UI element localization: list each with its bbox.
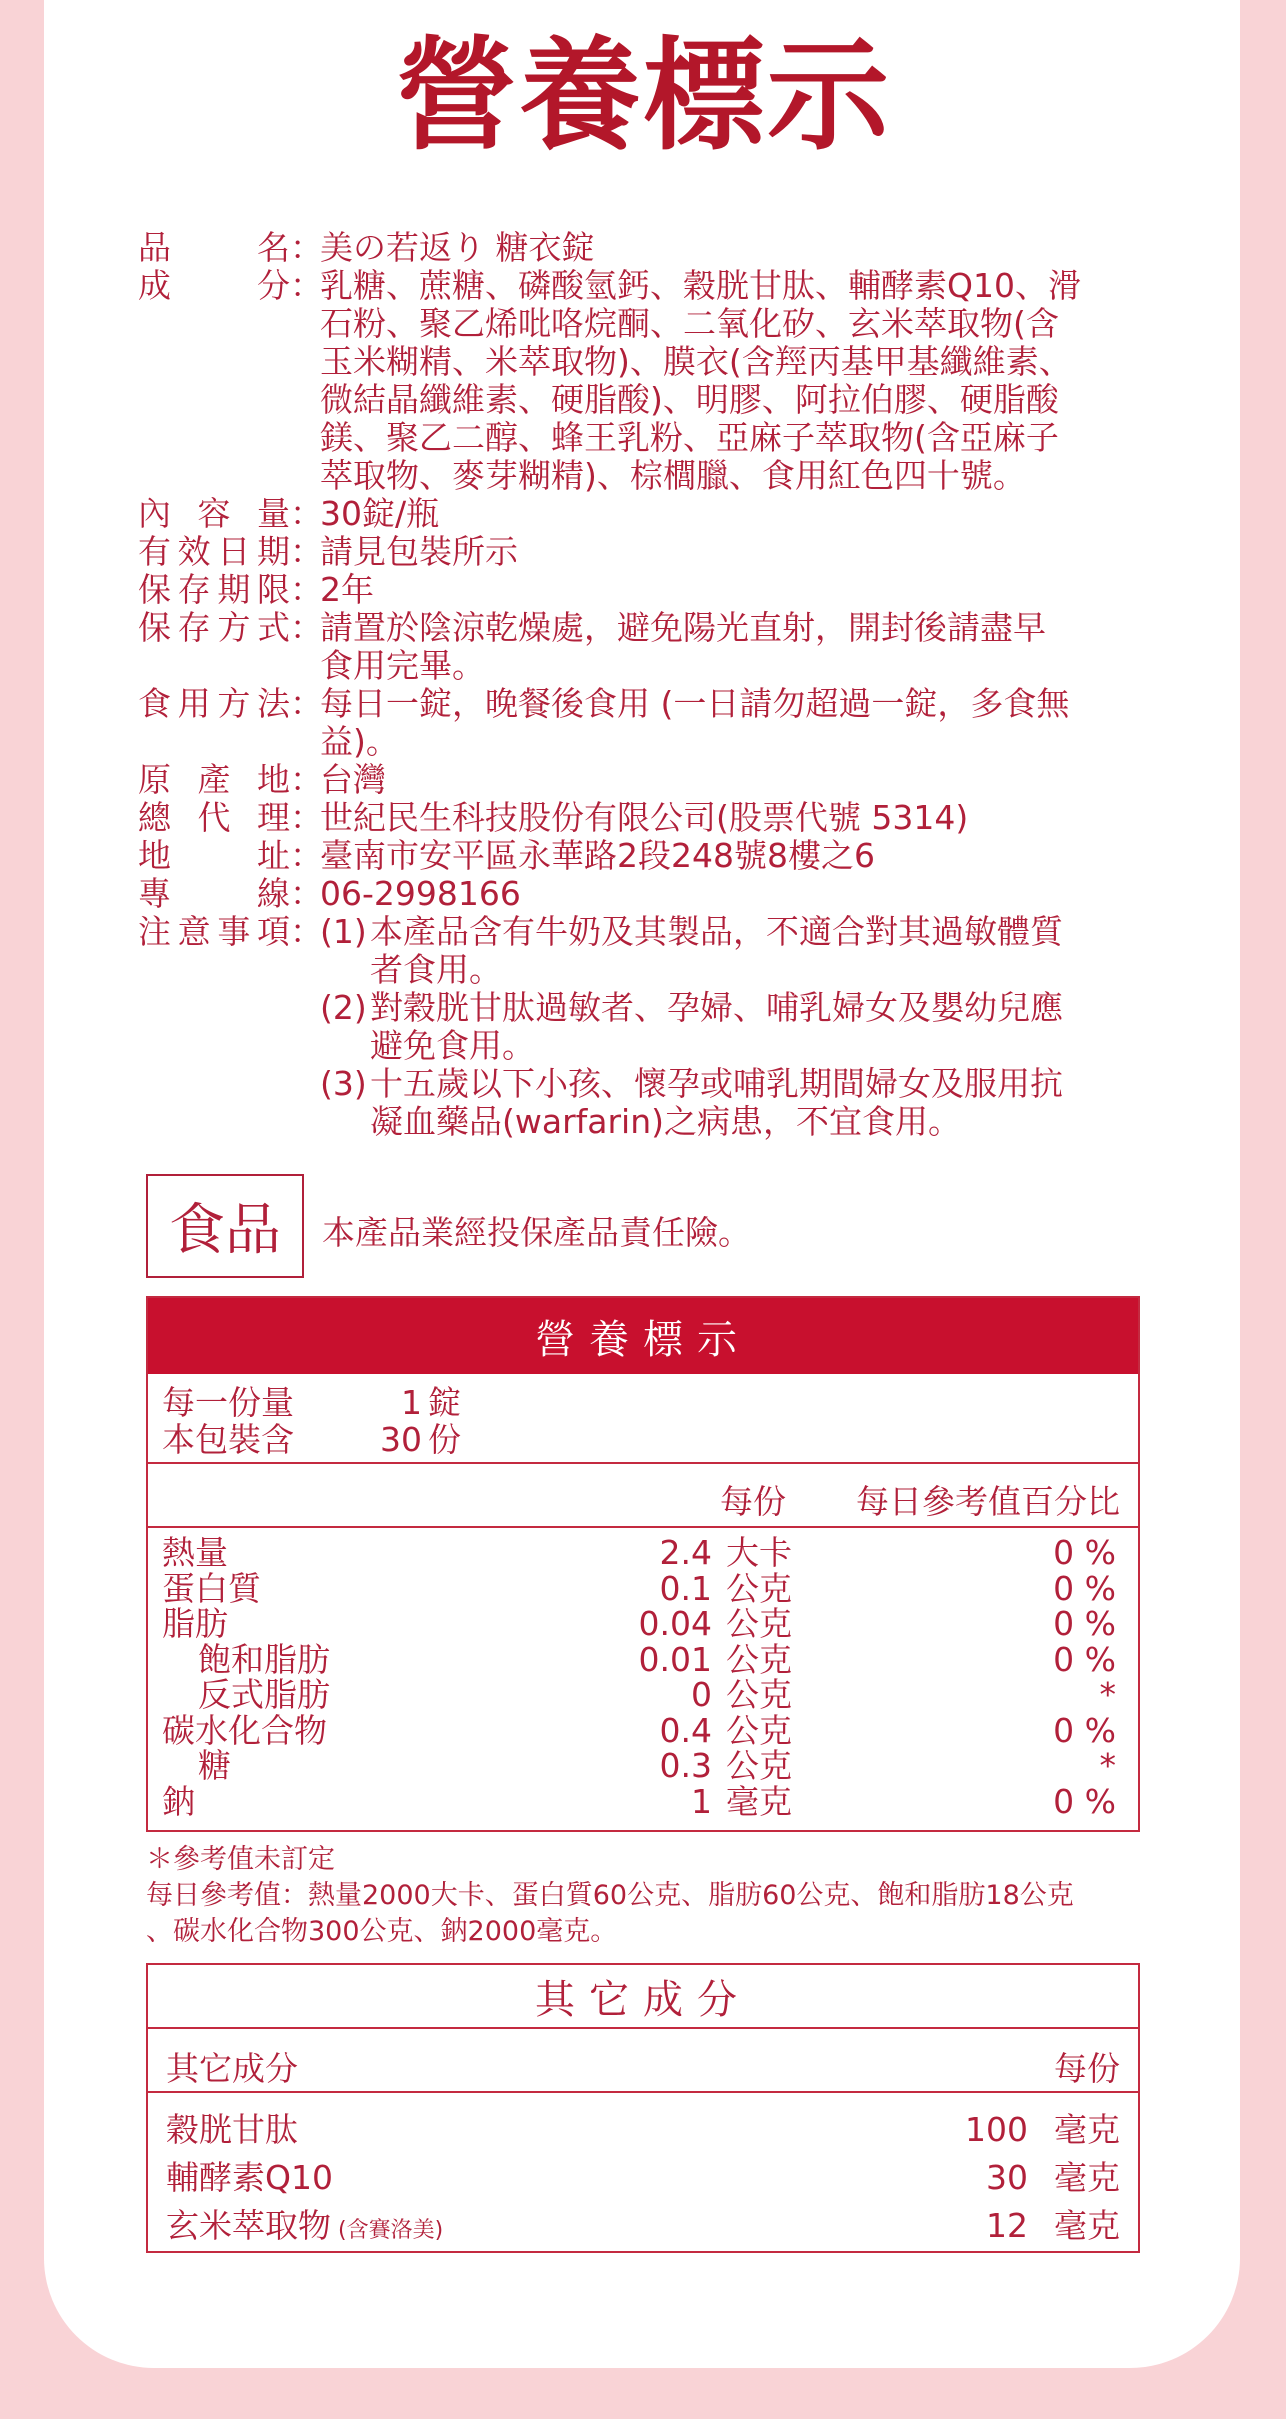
info-colon: ： bbox=[290, 494, 323, 533]
label-char: 名 bbox=[257, 228, 290, 267]
other-ingredients-rows bbox=[148, 2106, 1138, 2250]
ingredient-unit: 毫克 bbox=[1054, 2206, 1120, 2245]
info-row bbox=[138, 495, 1158, 533]
footnote bbox=[146, 1842, 1156, 1950]
nutrient-value: 1 bbox=[691, 1781, 712, 1821]
ingredient-name-text: 輔酵素Q10 bbox=[166, 2158, 333, 2197]
label-char: 限 bbox=[256, 570, 290, 609]
info-label bbox=[138, 685, 290, 761]
ingredient-value: 12 bbox=[986, 2206, 1028, 2245]
nutrient-unit: 公克 bbox=[726, 1675, 792, 1714]
nutrient-name: 碳水化合物 bbox=[162, 1710, 327, 1750]
nutrient-name: 蛋白質 bbox=[162, 1568, 261, 1608]
nutrition-table-header: 營養標示 bbox=[148, 1298, 1138, 1374]
info-row bbox=[138, 229, 1158, 267]
label-char: 有 bbox=[138, 532, 171, 571]
divider bbox=[148, 1526, 1138, 1528]
nutrient-value: 0 bbox=[691, 1675, 712, 1714]
nutrition-rows bbox=[148, 1535, 1138, 1819]
nutrient-daily-value: 0 % bbox=[1053, 1533, 1116, 1572]
note-number: (1) bbox=[320, 912, 367, 951]
ingredient-name bbox=[166, 2154, 333, 2202]
label-char: 品 bbox=[138, 228, 171, 267]
info-row bbox=[138, 761, 1158, 799]
nutrient-unit: 公克 bbox=[726, 1639, 792, 1679]
nutrient-name: 飽和脂肪 bbox=[198, 1639, 330, 1679]
nutrient-name: 鈉 bbox=[162, 1781, 195, 1821]
info-colon: ： bbox=[290, 228, 323, 267]
info-label bbox=[138, 799, 290, 837]
note-item bbox=[320, 989, 1158, 1065]
info-colon: ： bbox=[290, 570, 323, 609]
ingredient-row bbox=[148, 2106, 1138, 2154]
nutrition-row bbox=[148, 1677, 1138, 1713]
label-char: 地 bbox=[138, 836, 171, 875]
serving-size-value: 1 bbox=[401, 1383, 422, 1422]
label-char: 日 bbox=[217, 532, 251, 571]
info-colon: ： bbox=[290, 874, 323, 913]
serving-size-row bbox=[162, 1384, 461, 1421]
info-colon: ： bbox=[290, 532, 323, 571]
info-row bbox=[138, 799, 1158, 837]
ingredient-value: 30 bbox=[986, 2158, 1028, 2197]
column-per-serving: 每份 bbox=[720, 1482, 786, 1521]
info-label bbox=[138, 571, 290, 609]
note-number: (2) bbox=[320, 988, 367, 1027]
footnote-daily-reference: 每日參考值：熱量2000大卡、蛋白質60公克、脂肪60公克、飽和脂肪18公克 、碳水化合物300公克、鈉2000毫克。 bbox=[146, 1880, 1074, 1947]
servings-label: 本包裝含 bbox=[162, 1420, 294, 1459]
nutrient-value: 0.01 bbox=[638, 1639, 712, 1679]
info-label bbox=[138, 229, 290, 267]
nutrient-daily-value: * bbox=[1099, 1675, 1116, 1714]
page-title: 營養標示 bbox=[395, 23, 891, 167]
ingredient-note: (含賽洛美) bbox=[331, 2218, 444, 2243]
label-char: 容 bbox=[197, 494, 231, 533]
info-label bbox=[138, 267, 290, 495]
nutrient-value: 0.4 bbox=[659, 1710, 712, 1750]
nutrient-value: 0.04 bbox=[638, 1604, 712, 1643]
label-char: 原 bbox=[138, 760, 171, 799]
info-colon: ： bbox=[290, 684, 323, 723]
label-char: 存 bbox=[177, 608, 211, 647]
ingredient-value: 100 bbox=[965, 2110, 1028, 2149]
nutrient-daily-value: 0 % bbox=[1053, 1639, 1116, 1679]
info-value: 30錠/瓶 bbox=[320, 494, 440, 533]
info-colon: ： bbox=[290, 760, 323, 799]
info-label bbox=[138, 761, 290, 799]
info-label bbox=[138, 837, 290, 875]
label-char: 食 bbox=[138, 684, 171, 723]
ingredient-unit: 毫克 bbox=[1054, 2110, 1120, 2149]
label-char: 產 bbox=[197, 760, 231, 799]
label-char: 量 bbox=[257, 494, 290, 533]
servings-row bbox=[162, 1421, 461, 1458]
servings-unit: 份 bbox=[428, 1420, 461, 1459]
info-label bbox=[138, 609, 290, 685]
divider bbox=[148, 2027, 1138, 2029]
notes-list bbox=[320, 913, 1158, 1141]
nutrient-value: 0.1 bbox=[659, 1568, 712, 1608]
nutrition-row bbox=[148, 1639, 1138, 1679]
label-char: 期 bbox=[217, 570, 251, 609]
label-char: 代 bbox=[197, 798, 231, 837]
column-per-serving: 每份 bbox=[1054, 2049, 1120, 2088]
nutrient-unit: 毫克 bbox=[726, 1781, 792, 1821]
label-char: 保 bbox=[138, 608, 171, 647]
label-char: 注 bbox=[138, 912, 171, 951]
ingredient-row bbox=[148, 2202, 1138, 2250]
serving-info bbox=[162, 1384, 461, 1458]
ingredient-name-text: 穀胱甘肽 bbox=[166, 2110, 298, 2149]
nutrient-value: 2.4 bbox=[659, 1533, 712, 1572]
servings-value: 30 bbox=[380, 1420, 422, 1459]
label-char: 方 bbox=[217, 684, 251, 723]
info-value: 世紀民生科技股份有限公司(股票代號 5314) bbox=[320, 798, 969, 837]
other-ingredients-title: 其它成分 bbox=[535, 1976, 751, 2023]
info-row bbox=[138, 609, 1158, 685]
info-value: 請置於陰涼乾燥處，避免陽光直射，開封後請盡早 食用完畢。 bbox=[320, 608, 1046, 685]
info-value: 06-2998166 bbox=[320, 874, 521, 913]
label-char: 內 bbox=[138, 494, 171, 533]
product-info bbox=[138, 229, 1158, 1141]
nutrient-unit: 公克 bbox=[726, 1746, 792, 1785]
serving-size-label: 每一份量 bbox=[162, 1383, 294, 1422]
divider bbox=[148, 1462, 1138, 1464]
note-text: 本產品含有牛奶及其製品，不適合對其過敏體質 者食用。 bbox=[370, 912, 1063, 989]
info-colon: ： bbox=[290, 798, 323, 837]
label-char: 保 bbox=[138, 570, 171, 609]
label-char: 法 bbox=[256, 684, 290, 723]
note-text: 十五歲以下小孩、懷孕或哺乳期間婦女及服用抗 凝血藥品(warfarin)之病患，不宜食用。 bbox=[370, 1064, 1063, 1141]
nutrient-daily-value: 0 % bbox=[1053, 1604, 1116, 1643]
info-row bbox=[138, 837, 1158, 875]
food-badge: 食品 bbox=[146, 1174, 304, 1278]
ingredient-unit: 毫克 bbox=[1054, 2158, 1120, 2197]
nutrition-row bbox=[148, 1710, 1138, 1750]
note-item bbox=[320, 913, 1158, 989]
label-char: 分 bbox=[257, 266, 290, 305]
label-char: 意 bbox=[177, 912, 211, 951]
nutrient-unit: 公克 bbox=[726, 1604, 792, 1643]
nutrient-daily-value: 0 % bbox=[1053, 1568, 1116, 1608]
serving-size-unit: 錠 bbox=[428, 1383, 461, 1422]
label-char: 地 bbox=[257, 760, 290, 799]
info-value: 臺南市安平區永華路2段248號8樓之6 bbox=[320, 836, 875, 875]
column-daily-value: 每日參考值百分比 bbox=[856, 1482, 1120, 1521]
info-value: 每日一錠，晚餐後食用 (一日請勿超過一錠，多食無 益)。 bbox=[320, 684, 1070, 761]
info-colon: ： bbox=[290, 266, 323, 305]
divider bbox=[148, 2091, 1138, 2093]
notes-row bbox=[138, 913, 1158, 1141]
label-char: 效 bbox=[177, 532, 211, 571]
note-text: 對穀胱甘肽過敏者、孕婦、哺乳婦女及嬰幼兒應 避免食用。 bbox=[370, 988, 1063, 1065]
nutrient-daily-value: 0 % bbox=[1053, 1781, 1116, 1821]
label-char: 期 bbox=[256, 532, 290, 571]
notes-label bbox=[138, 913, 290, 1141]
label-char: 用 bbox=[177, 684, 211, 723]
info-row bbox=[138, 875, 1158, 913]
nutrition-row bbox=[148, 1748, 1138, 1784]
label-char: 成 bbox=[138, 266, 171, 305]
nutrition-table bbox=[146, 1296, 1140, 1832]
info-colon: ： bbox=[290, 912, 323, 951]
info-row bbox=[138, 571, 1158, 609]
nutrient-daily-value: * bbox=[1099, 1746, 1116, 1785]
info-row bbox=[138, 533, 1158, 571]
info-value: 乳糖、蔗糖、磷酸氫鈣、穀胱甘肽、輔酵素Q10、滑 石粉、聚乙烯吡咯烷酮、二氧化矽、玄米萃取物(含 玉米糊精、米萃取物)、膜衣(含羥丙基甲基纖維素、 微結晶纖維素、硬脂酸)、明膠、阿拉伯膠、硬脂酸 鎂、聚乙二醇、蜂王乳粉、亞麻子萃取物(含亞麻子 萃取物、麥芽糊精)、棕櫚臘、食用紅色四十號。 bbox=[320, 266, 1081, 495]
info-value: 台灣 bbox=[320, 760, 386, 799]
nutrient-daily-value: 0 % bbox=[1053, 1710, 1116, 1750]
nutrient-name: 脂肪 bbox=[162, 1604, 228, 1643]
label-char: 線 bbox=[257, 874, 290, 913]
info-colon: ： bbox=[290, 608, 323, 647]
nutrient-name: 糖 bbox=[198, 1746, 231, 1785]
nutrient-unit: 大卡 bbox=[726, 1533, 792, 1572]
nutrient-name: 反式脂肪 bbox=[198, 1675, 330, 1714]
insurance-text: 本產品業經投保產品責任險。 bbox=[322, 1213, 751, 1252]
label-char: 存 bbox=[177, 570, 211, 609]
nutrition-row bbox=[148, 1606, 1138, 1642]
label-char: 址 bbox=[257, 836, 290, 875]
column-ingredient: 其它成分 bbox=[166, 2049, 298, 2088]
ingredient-row bbox=[148, 2154, 1138, 2202]
nutrient-unit: 公克 bbox=[726, 1568, 792, 1608]
nutrition-row bbox=[148, 1781, 1138, 1821]
info-row bbox=[138, 267, 1158, 495]
ingredient-name-text: 玄米萃取物 bbox=[166, 2206, 331, 2245]
info-value: 2年 bbox=[320, 570, 374, 609]
label-char: 項 bbox=[256, 912, 290, 951]
note-number: (3) bbox=[320, 1064, 367, 1103]
label-char: 方 bbox=[217, 608, 251, 647]
nutrition-row bbox=[148, 1568, 1138, 1608]
info-label bbox=[138, 875, 290, 913]
nutrition-row bbox=[148, 1535, 1138, 1571]
info-value: 請見包裝所示 bbox=[320, 532, 518, 571]
note-item bbox=[320, 1065, 1158, 1141]
nutrient-value: 0.3 bbox=[659, 1746, 712, 1785]
label-char: 事 bbox=[217, 912, 251, 951]
info-value: 美の若返り 糖衣錠 bbox=[320, 228, 595, 267]
other-ingredients-table bbox=[146, 1963, 1140, 2253]
label-char: 式 bbox=[256, 608, 290, 647]
info-label bbox=[138, 533, 290, 571]
footnote-undefined: ＊參考值未訂定 bbox=[146, 1844, 335, 1875]
info-row bbox=[138, 685, 1158, 761]
nutrient-name: 熱量 bbox=[162, 1533, 228, 1572]
nutrient-unit: 公克 bbox=[726, 1710, 792, 1750]
label-char: 專 bbox=[138, 874, 171, 913]
info-label bbox=[138, 495, 290, 533]
label-char: 理 bbox=[257, 798, 290, 837]
ingredient-name bbox=[166, 2106, 298, 2154]
info-colon: ： bbox=[290, 836, 323, 875]
label-char: 總 bbox=[138, 798, 171, 837]
ingredient-name bbox=[166, 2202, 443, 2255]
